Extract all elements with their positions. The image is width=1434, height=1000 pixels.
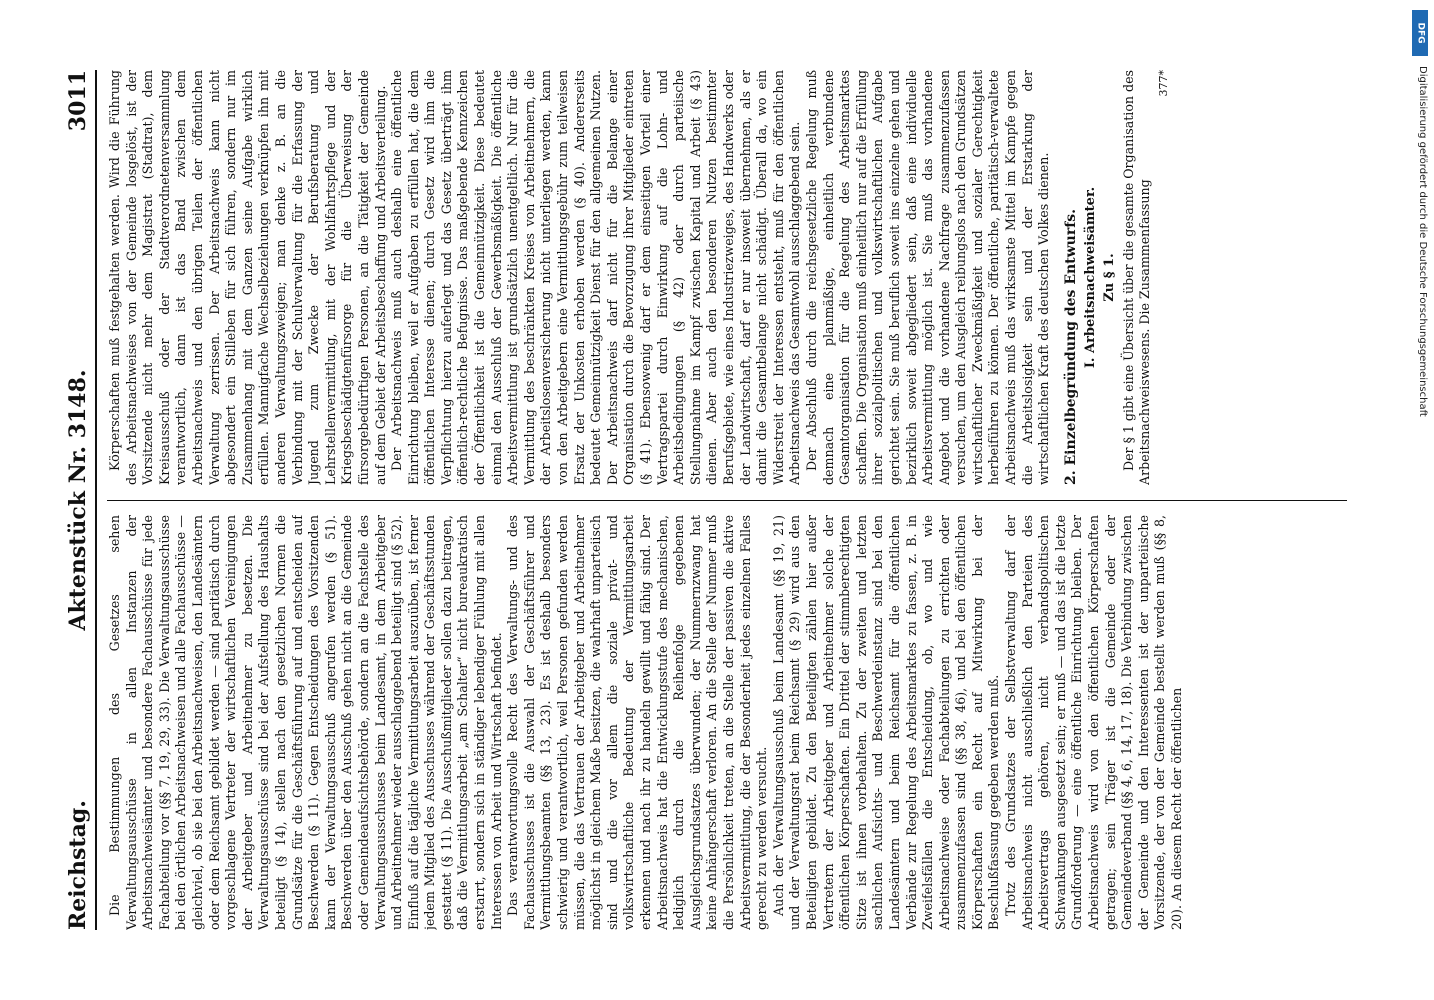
right-paragraph-1: Körperschaften muß festgehalten werden. Wird die Führung des Arbeitsnachweises von der Gemeinde losgelöst, ist der Vorsitzende nicht mehr dem Magistrat (Stadtrat), dem Kreisausschuß oder der Stadtverordnetenversammlung verantwortlich, dann ist das Band zwischen dem Arbeitsnachweis und den übrigen Teilen der öffentlichen Verwaltung zerrissen. Der Arbeitsnachweis kann nicht abgesondert ein Stilleben für sich führen, sondern nur im Zusammenhang mit dem Ganzen seine Aufgabe wirklich erfüllen. Mannigfache Wechselbeziehungen verknüpfen ihn mit anderen Verwaltungszweigen; man denke z. B. an die Verbindung mit der Schulverwaltung für die Erfassung der Jugend zum Zwecke der Berufsberatung und Lehrstellenvermittlung, mit der Wohlfahrtspflege und der Kriegsbeschädigtenfürsorge für die Überweisung der fürsorgebedürftigen Personen, an die Tätigkeit der Gemeinde auf dem Gebiet der Arbeitsbeschaffung und Arbeitsverteilung. — [107, 70, 388, 485]
credit-text: Digitalisierung gefördert durch die Deutsche Forschungsgemeinschaft — [1417, 66, 1428, 417]
left-paragraph-1: Die Bestimmungen des Gesetzes sehen Verwaltungsausschüsse in allen Instanzen der Arbeitsnachweisämter und besondere Fachausschüsse für jede Fachabteilung vor (§§ 7, 19, 29, 33). Die Verwaltungsausschüsse bei den örtlichen Arbeitsnachweisen und alle Fachausschüsse — gleichviel, ob sie bei den Arbeitsnachweisen, den Landesämtern oder dem Reichsamt gebildet werden — sind paritätisch durch vorgeschlagene Vertreter der wirtschaftlichen Vereinigungen der Arbeitgeber und Arbeitnehmer zu besetzen. Die Verwaltungsausschüsse sind bei der Aufstellung des Haushalts beteiligt (§ 14), stellen nach den gesetzlichen Normen die Grundsätze für die Geschäftsführung auf und entscheiden auf Beschwerden (§ 11). Gegen Entscheidungen des Vorsitzenden kann der Verwaltungsausschuß angerufen werden (§ 51). Beschwerden über den Ausschuß gehen nicht an die Gemeinde oder Gemeindeaufsichtsbehörde, sondern an die Fachstelle des Verwaltungsausschusses beim Landesamt, in dem Arbeitgeber und Arbeitnehmer wieder ausschlaggebend beteiligt sind (§ 52). Einfluß auf die tägliche Vermittlungsarbeit auszuüben, ist ferner jedem Mitglied des Ausschusses während der Geschäftsstunden gestattet (§ 11). Die Ausschußmitglieder sollen dazu beitragen, daß die Vermittlungsarbeit „am Schalter“ nicht bureaukratisch erstarrt, sondern sich in ständiger lebendiger Fühlung mit allen Interessen von Arbeit und Wirtschaft befindet. — [107, 515, 504, 930]
right-paragraph-3: Der Abschluß durch die reichsgesetzliche Regelung muß demnach eine planmäßige, einheitlich verbundene Gesamtorganisation für die Regelung des Arbeitsmarktes schaffen. Die Organisation muß einheitlich nur auf die Erfüllung ihrer sozialpolitischen und volkswirtschaftlichen Aufgabe gerichtet sein. Sie muß beruflich soweit ins einzelne gehen und bezirklich soweit abgegliedert sein, daß eine individuelle Arbeitsvermittlung möglich ist. Sie muß das vorhandene Angebot und die vorhandene Nachfrage zusammenzufassen versuchen, um den Ausgleich reibungslos nach den Grundsätzen wirtschaftlicher Zweckmäßigkeit und sozialer Gerechtigkeit herbeiführen zu können. Der öffentliche, paritätisch-verwaltete Arbeitsnachweis muß das wirksamste Mittel im Kampfe gegen die Arbeitslosigkeit sein und der Erstarkung der wirtschaftlichen Kraft des deutschen Volkes dienen. — [803, 70, 1052, 485]
page-number: 3011 — [65, 70, 91, 132]
right-paragraph-2: Der Arbeitsnachweis muß auch deshalb eine öffentliche Einrichtung bleiben, weil er Aufgaben zu erfüllen hat, die dem öffentlichen Interesse dienen; durch Gesetz wird ihm die Verpflichtung hierzu auferlegt und das Gesetz überträgt ihm öffentlich-rechtliche Befugnisse. Das maßgebende Kennzeichen der Öffentlichkeit ist die Gemeinnützigkeit. Diese bedeutet einmal den Ausschluß der Gewerbsmäßigkeit. Die öffentliche Arbeitsvermittlung ist grundsätzlich unentgeltlich. Nur für die Vermittlung des beschränkten Kreises von Arbeitnehmern, die der Arbeitslosenversicherung nicht unterliegen werden, kann von den Arbeitgebern eine Vermittlungsgebühr zum teilweisen Ersatz der Unkosten erhoben werden (§ 40). Andererseits bedeutet Gemeinnützigkeit Dienst für den allgemeinen Nutzen. Der Arbeitsnachweis darf nicht für die Belange einer Organisation durch die Bevorzugung ihrer Mitglieder eintreten (§ 41). Ebensowenig darf er dem einseitigen Vorteil einer Vertragspartei durch Einwirkung auf die Lohn- und Arbeitsbedingungen (§ 42) oder durch parteiische Stellungnahme im Kampf zwischen Kapital und Arbeit (§ 43) dienen. Aber auch den besonderen Nutzen bestimmter Berufsgebiete, wie eines Industriezweiges, des Handwerks oder der Landwirtschaft, darf er nur insoweit übernehmen, als er damit die Gesamtbelange nicht schädigt. Überall da, wo ein Widerstreit der Interessen entsteht, muß für den öffentlichen Arbeitsnachweis das Gesamtwohl ausschlaggebend sein. — [389, 70, 803, 485]
page-header — [61, 70, 97, 930]
right-column — [107, 70, 1347, 485]
left-paragraph-3: Auch der Verwaltungsausschuß beim Landesamt (§§ 19, 21) und der Verwaltungsrat beim Reichsamt (§ 29) wird aus den Beteiligten gebildet. Zu den Beteiligten zählen hier außer Vertretern der Arbeitgeber und Arbeitnehmer solche der öffentlichen Körperschaften. Ein Drittel der stimmberechtigten Sitze ist ihnen vorbehalten. Zu der zweiten und letzten sachlichen Aufsichts- und Beschwerdeinstanz sind bei den Landesämtern und beim Reichsamt für die öffentlichen Verbände zur Regelung des Arbeitsmarktes zu fassen, z. B. in Zweifelsfällen die Entscheidung, ob, wo und wie Arbeitsnachweise oder Fachabteilungen zu errichten oder zusammenzufassen sind (§§ 38, 46), und bei den öffentlichen Körperschaften ein Recht auf Mitwirkung bei der Beschlußfassung gegeben werden muß. — [770, 515, 1002, 930]
dfg-logo-label: DFG — [1415, 22, 1426, 44]
dfg-logo — [1412, 10, 1428, 56]
right-final-paragraph: Der § 1 gibt eine Übersicht über die gesamte Organisation des Arbeitsnachweiswesens. Die Zusammenfassung — [1120, 70, 1153, 485]
document-number: Aktenstück Nr. 3148. — [65, 369, 91, 631]
journal-title: Reichstag. — [65, 800, 91, 930]
signature-mark: 377* — [1156, 70, 1170, 97]
rotated-document-page — [47, 40, 1367, 960]
left-paragraph-2: Das verantwortungsvolle Recht des Verwaltungs- und des Fachausschusses ist die Auswahl der Geschäftsführer und Vermittlungsbeamten (§§ 13, 23). Es ist deshalb besonders schwierig und verantwortlich, weil Personen gefunden werden müssen, die das Vertrauen der Arbeitgeber und Arbeitnehmer möglichst in gleichem Maße besitzen, die wahrhaft unparteiisch sind und die vor allem die soziale privat- und volkswirtschaftliche Bedeutung der Vermittlungsarbeit erkennen und nach ihr zu handeln gewillt und fähig sind. Der Arbeitsnachweis hat die Entwicklungsstufe des mechanischen, lediglich durch die Reihenfolge gegebenen Ausgleichsgrundsatzes überwunden; der Nummernzwang hat keine Anhängerschaft verloren. An die Stelle der Nummer muß die Persönlichkeit treten, an die Stelle der passiven die aktive Arbeitsvermittlung, die der Besonderheit jedes einzelnen Falles gerecht zu werden versucht. — [505, 515, 770, 930]
left-paragraph-4: Trotz des Grundsatzes der Selbstverwaltung darf der Arbeitsnachweis nicht ausschließlich den Parteien des Arbeitsvertrags gehören, nicht verbandspolitischen Schwankungen ausgesetzt sein; er muß — und das ist die letzte Grundforderung — eine öffentliche Einrichtung bleiben. Der Arbeitsnachweis wird von den öffentlichen Körperschaften getragen; sein Träger ist die Gemeinde oder der Gemeindeverband (§§ 4, 6, 14, 17, 18). Die Verbindung zwischen der Gemeinde und den Interessenten ist der unparteiische Vorsitzende, der von der Gemeinde bestellt werden muß (§§ 8, 20). An diesem Recht der öffentlichen — [1003, 515, 1184, 930]
subsection-heading: I. Arbeitsnachweisämter. — [1083, 186, 1099, 369]
digitization-credit — [1412, 10, 1428, 990]
section-heading: 2. Einzelbegründung des Entwurfs. — [1062, 208, 1079, 485]
left-column — [107, 515, 1347, 930]
paragraph-heading: Zu § 1. — [1102, 253, 1118, 302]
column-divider — [107, 500, 1347, 501]
